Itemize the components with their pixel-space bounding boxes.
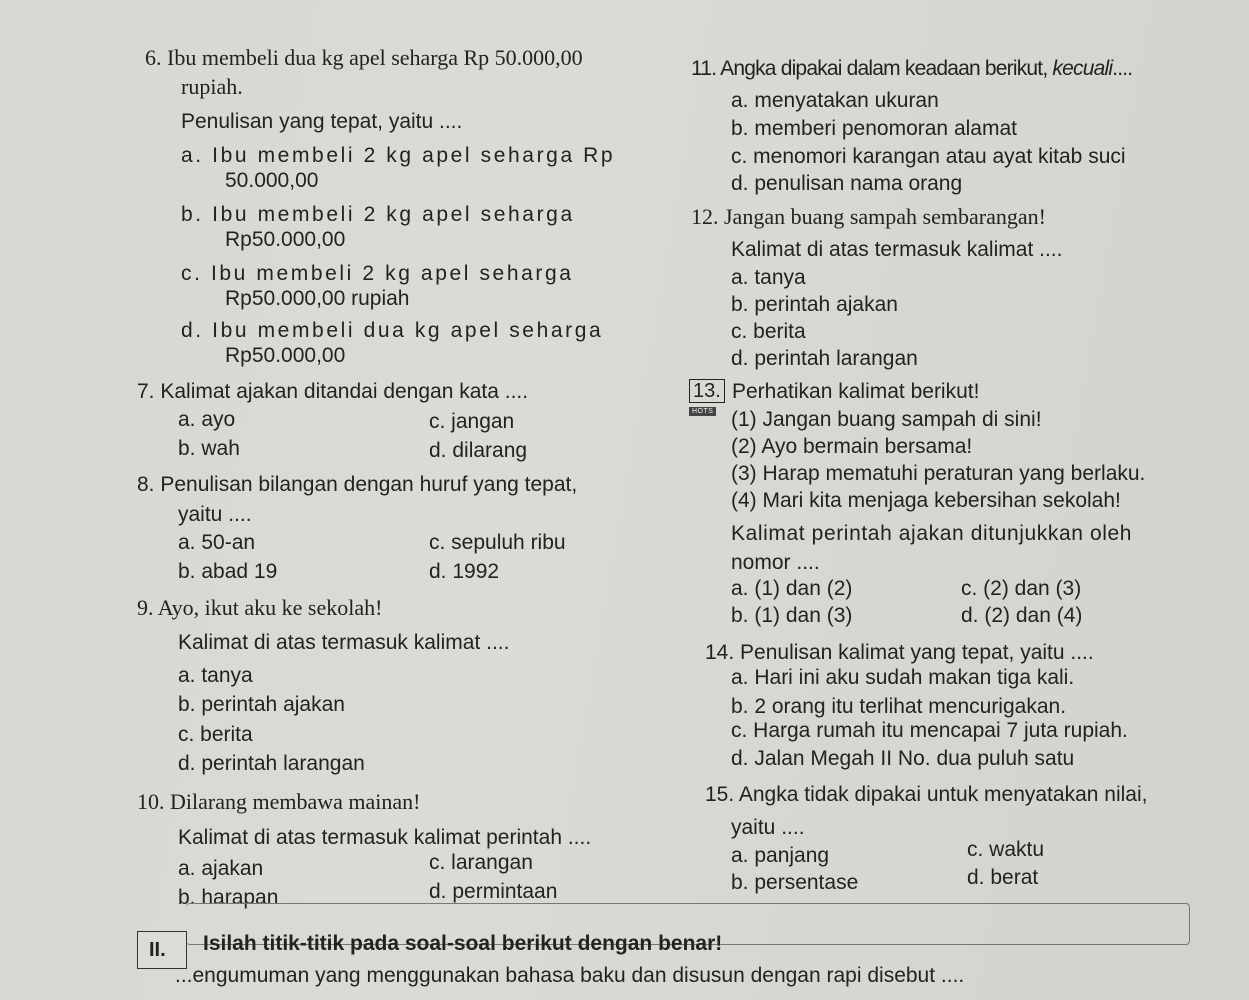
- q14-option-a: a. Hari ini aku sudah makan tiga kali.: [731, 666, 1075, 689]
- q15-option-a: a. panjang: [731, 844, 830, 867]
- q11-kecuali: kecuali: [1052, 57, 1113, 80]
- q15-option-c: c. waktu: [967, 838, 1045, 861]
- q10-option-c: c. larangan: [429, 851, 533, 874]
- q10-option-b: b. harapan: [178, 886, 279, 909]
- q6-option-d-line1: d. Ibu membeli dua kg apel seharga: [181, 319, 604, 342]
- q13-prompt-line2: nomor ....: [731, 551, 820, 574]
- q8-option-a: a. 50-an: [178, 531, 256, 554]
- q6-prompt: Penulisan yang tepat, yaitu ....: [181, 110, 463, 133]
- q11-option-c: c. menomori karangan atau ayat kitab suci: [731, 145, 1126, 168]
- q15-line2: yaitu ....: [731, 816, 805, 839]
- q9-sentence: 9. Ayo, ikut aku ke sekolah!: [137, 595, 383, 620]
- q14-option-b: b. 2 orang itu terlihat mencurigakan.: [731, 695, 1067, 718]
- q11-option-d: d. penulisan nama orang: [731, 172, 963, 195]
- q6-option-c-line1: c. Ibu membeli 2 kg apel seharga: [181, 262, 574, 285]
- section-title: Isilah titik-titik pada soal-soal berikut dengan benar!: [203, 932, 723, 955]
- q14-option-c: c. Harga rumah itu mencapai 7 juta rupiah.: [731, 719, 1128, 742]
- q9-option-a: a. tanya: [178, 664, 253, 687]
- q8-option-c: c. sepuluh ribu: [429, 531, 566, 554]
- q8-option-b: b. abad 19: [178, 560, 278, 583]
- q10-sentence: 10. Dilarang membawa mainan!: [137, 789, 421, 814]
- q12-option-d: d. perintah larangan: [731, 347, 918, 370]
- q12-option-b: b. perintah ajakan: [731, 293, 898, 316]
- q13-option-a: a. (1) dan (2): [731, 577, 853, 600]
- q6-option-d-line2: Rp50.000,00: [225, 344, 346, 367]
- q9-option-b: b. perintah ajakan: [178, 693, 345, 716]
- q10-option-d: d. permintaan: [429, 880, 558, 903]
- q15-line1: 15. Angka tidak dipakai untuk menyatakan nilai,: [705, 783, 1148, 806]
- q13-sentence-2: (2) Ayo bermain bersama!: [731, 435, 973, 458]
- q13-title: Perhatikan kalimat berikut!: [732, 380, 980, 403]
- q9-prompt: Kalimat di atas termasuk kalimat ....: [178, 631, 510, 654]
- q13-sentence-4: (4) Mari kita menjaga kebersihan sekolah!: [731, 489, 1121, 512]
- q15-option-b: b. persentase: [731, 871, 859, 894]
- q7-option-a: a. ayo: [178, 408, 236, 431]
- q15-option-d: d. berat: [967, 866, 1039, 889]
- q10-prompt: Kalimat di atas termasuk kalimat perintah ....: [178, 826, 592, 849]
- q11-question: 11. Angka dipakai dalam keadaan berikut, kecuali....: [691, 57, 1133, 80]
- hots-badge: HOTS: [689, 407, 716, 416]
- q11-option-b: b. memberi penomoran alamat: [731, 117, 1017, 140]
- q6-option-c-line2: Rp50.000,00 rupiah: [225, 287, 410, 310]
- q7-option-d: d. dilarang: [429, 439, 528, 462]
- q8-option-d: d. 1992: [429, 560, 500, 583]
- q8-line1: 8. Penulisan bilangan dengan huruf yang tepat,: [137, 473, 578, 496]
- q6-option-b-line2: Rp50.000,00: [225, 228, 346, 251]
- q13-option-b: b. (1) dan (3): [731, 604, 853, 627]
- q12-sentence: 12. Jangan buang sampah sembarangan!: [691, 204, 1046, 229]
- q14-question: 14. Penulisan kalimat yang tepat, yaitu ....: [705, 641, 1094, 664]
- q12-prompt: Kalimat di atas termasuk kalimat ....: [731, 238, 1063, 261]
- q14-option-d: d. Jalan Megah II No. dua puluh satu: [731, 747, 1075, 770]
- q7-option-b: b. wah: [178, 437, 240, 460]
- q8-line2: yaitu ....: [178, 503, 252, 526]
- q13-option-d: d. (2) dan (4): [961, 604, 1083, 627]
- q6-option-a-line2: 50.000,00: [225, 169, 319, 192]
- q13-sentence-3: (3) Harap mematuhi peraturan yang berlaku.: [731, 462, 1146, 485]
- q13-number-box: 13.: [689, 379, 725, 403]
- q10-option-a: a. ajakan: [178, 857, 264, 880]
- q9-option-c: c. berita: [178, 723, 253, 746]
- section2-q1: ...engumuman yang menggunakan bahasa baku dan disusun dengan rapi disebut ....: [175, 964, 965, 987]
- q6-line1: 6. Ibu membeli dua kg apel seharga Rp 50.000,00: [145, 45, 583, 70]
- q12-option-c: c. berita: [731, 320, 806, 343]
- q6-option-b-line1: b. Ibu membeli 2 kg apel seharga: [181, 203, 575, 226]
- q12-option-a: a. tanya: [731, 266, 806, 289]
- q7-option-c: c. jangan: [429, 410, 515, 433]
- section-roman-numeral: II.: [149, 939, 166, 961]
- q9-option-d: d. perintah larangan: [178, 752, 365, 775]
- q13-prompt-line1: Kalimat perintah ajakan ditunjukkan oleh: [731, 522, 1133, 545]
- q11-option-a: a. menyatakan ukuran: [731, 89, 939, 112]
- q7-question: 7. Kalimat ajakan ditandai dengan kata ....: [137, 380, 529, 403]
- q6-option-a-line1: a. Ibu membeli 2 kg apel seharga Rp: [181, 144, 616, 167]
- q6-line2: rupiah.: [181, 74, 243, 99]
- q13-sentence-1: (1) Jangan buang sampah di sini!: [731, 408, 1042, 431]
- q13-option-c: c. (2) dan (3): [961, 577, 1082, 600]
